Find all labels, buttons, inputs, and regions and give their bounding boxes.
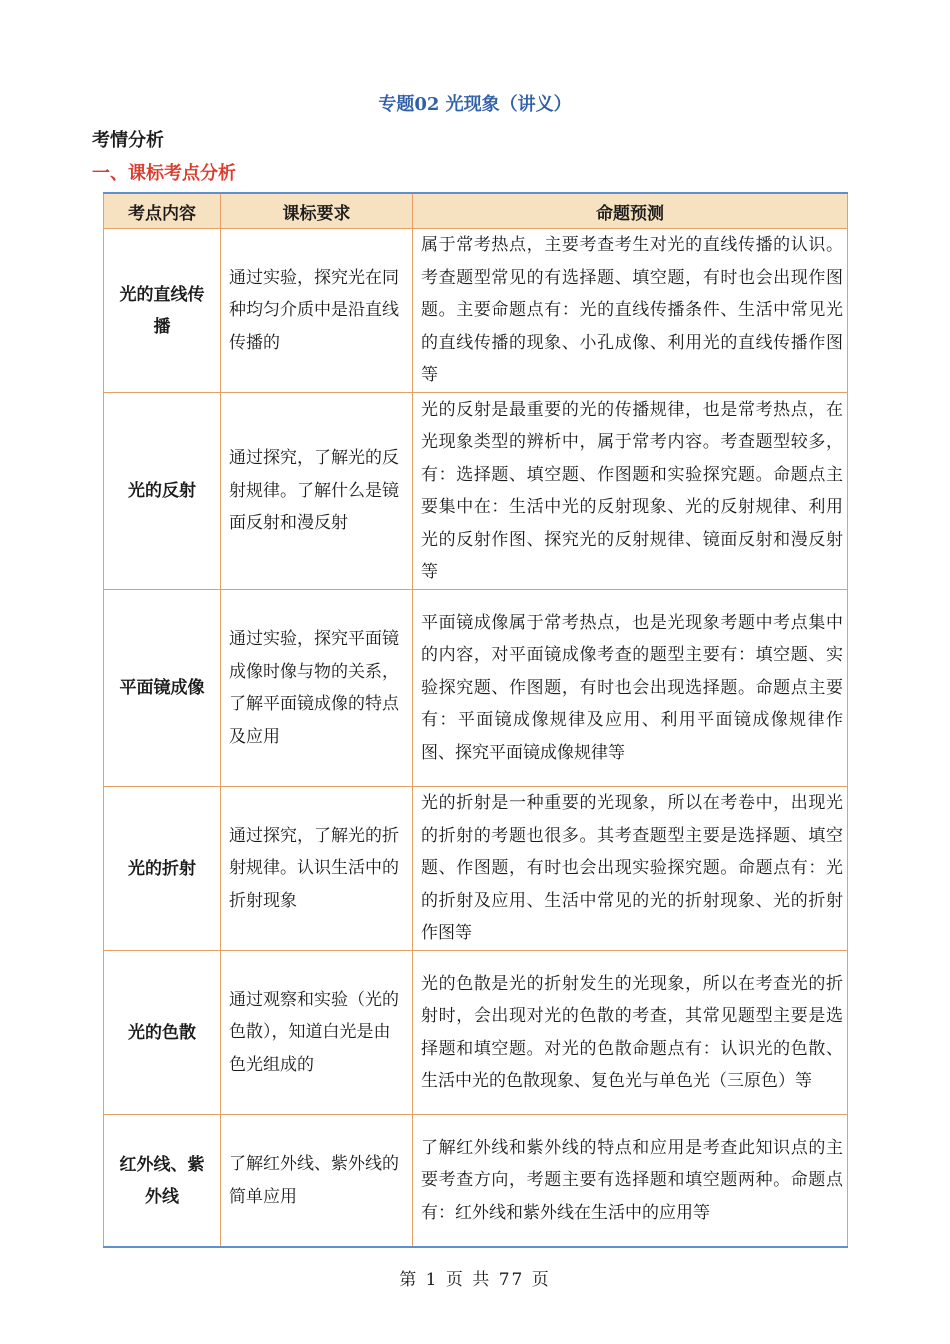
requirement-cell: 通过探究，了解光的折射规律。认识生活中的折射现象 — [221, 787, 413, 951]
document-title: 专题02 光现象（讲义） — [378, 94, 572, 115]
requirement-cell: 通过探究，了解光的反射规律。了解什么是镜面反射和漫反射 — [221, 393, 413, 590]
topic-cell: 光的直线传播 — [104, 229, 221, 393]
topic-cell: 光的色散 — [104, 951, 221, 1115]
header-topic: 考点内容 — [104, 193, 221, 229]
header-requirement: 课标要求 — [221, 193, 413, 229]
topic-cell: 平面镜成像 — [104, 590, 221, 787]
prediction-cell: 平面镜成像属于常考热点，也是光现象考题中考点集中的内容，对平面镜成像考查的题型主要有：填空题、实验探究题、作图题，有时也会出现选择题。命题点主要有：平面镜成像规律及应用、利用平面镜成像规律作图、探究平面镜成像规律等 — [413, 590, 848, 787]
table-row — [104, 229, 848, 393]
requirement-cell: 通过实验，探究平面镜成像时像与物的关系，了解平面镜成像的特点及应用 — [221, 590, 413, 787]
requirement-cell: 通过观察和实验（光的色散），知道白光是由色光组成的 — [221, 951, 413, 1115]
prediction-cell: 光的折射是一种重要的光现象，所以在考卷中，出现光的折射的考题也很多。其考查题型主要是选择题、填空题、作图题，有时也会出现实验探究题。命题点有：光的折射及应用、生活中常见的光的折射现象、光的折射作图等 — [413, 787, 848, 951]
prediction-cell: 属于常考热点，主要考查考生对光的直线传播的认识。考查题型常见的有选择题、填空题，有时也会出现作图题。主要命题点有：光的直线传播条件、生活中常见光的直线传播的现象、小孔成像、利用光的直线传播作图等 — [413, 229, 848, 393]
prediction-cell: 光的反射是最重要的光的传播规律，也是常考热点，在光现象类型的辨析中，属于常考内容。考查题型较多，有：选择题、填空题、作图题和实验探究题。命题点主要集中在：生活中光的反射现象、光的反射规律、利用光的反射作图、探究光的反射规律、镜面反射和漫反射等 — [413, 393, 848, 590]
table-row — [104, 1115, 848, 1248]
prediction-cell: 了解红外线和紫外线的特点和应用是考查此知识点的主要考查方向，考题主要有选择题和填空题两种。命题点有：红外线和紫外线在生活中的应用等 — [413, 1115, 848, 1248]
requirement-cell: 了解红外线、紫外线的简单应用 — [221, 1115, 413, 1248]
prediction-cell: 光的色散是光的折射发生的光现象，所以在考查光的折射时，会出现对光的色散的考查，其常见题型主要是选择题和填空题。对光的色散命题点有：认识光的色散、生活中光的色散现象、复色光与单色光（三原色）等 — [413, 951, 848, 1115]
page-number-footer: 第 1 页 共 77 页 — [399, 1270, 551, 1290]
header-prediction: 命题预测 — [413, 193, 848, 229]
topic-cell: 光的反射 — [104, 393, 221, 590]
section-heading-analysis: 考情分析 — [92, 130, 164, 151]
table-row — [104, 951, 848, 1115]
table-row — [104, 590, 848, 787]
topic-cell: 红外线、紫外线 — [104, 1115, 221, 1248]
exam-points-table — [103, 192, 848, 1248]
requirement-cell: 通过实验，探究光在同种均匀介质中是沿直线传播的 — [221, 229, 413, 393]
section-heading-curriculum: 一、课标考点分析 — [92, 163, 236, 184]
table-row — [104, 393, 848, 590]
table-row — [104, 787, 848, 951]
table-header-row — [104, 193, 848, 229]
topic-cell: 光的折射 — [104, 787, 221, 951]
